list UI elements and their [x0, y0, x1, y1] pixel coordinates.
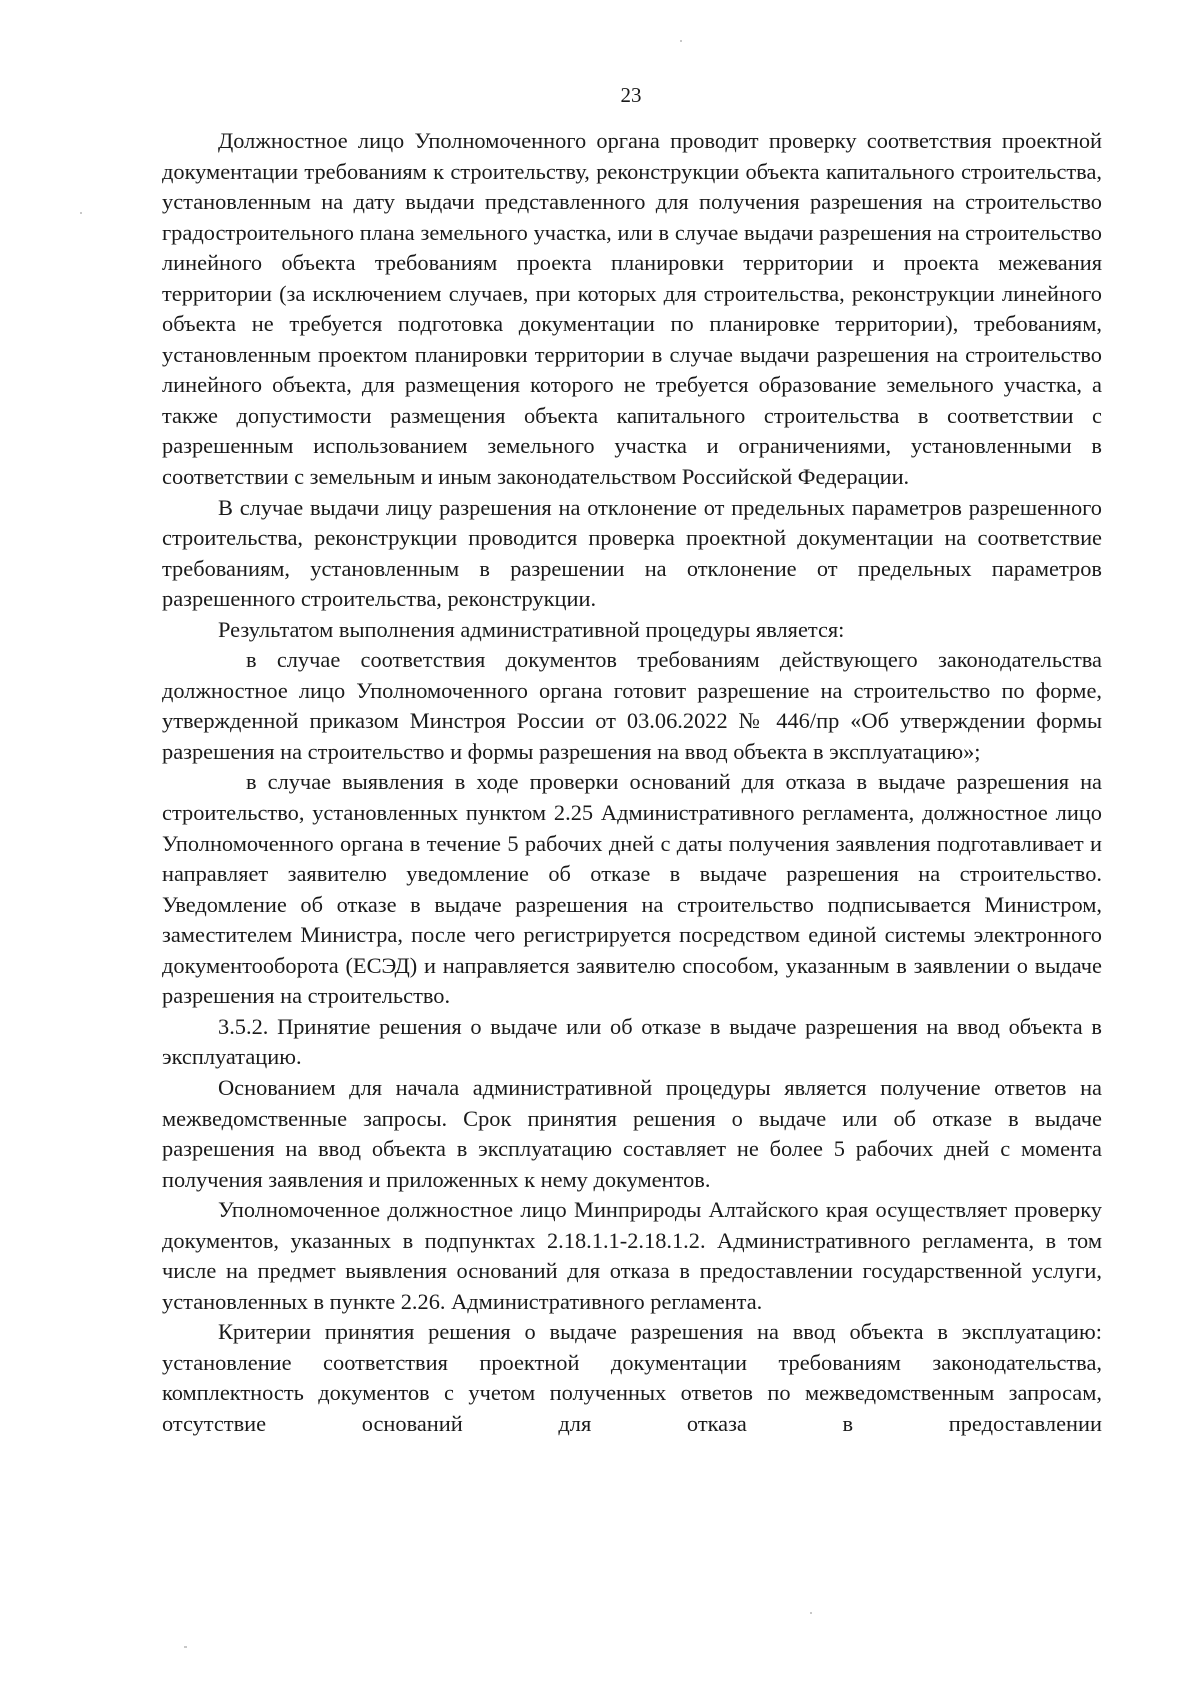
- scan-speck: [810, 1612, 812, 1614]
- scan-speck: [80, 212, 82, 214]
- paragraph-result-heading: Результатом выполнения административной процедуры является:: [218, 616, 845, 642]
- scan-speck: [184, 1646, 187, 1648]
- paragraph-procedure-basis: Основанием для начала административной процедуры является получение ответов на межведомственные запросы. Срок принятия решения о выдаче или об отказе в выдаче разрешения на ввод объекта в эксплуатацию составляет не более 5 рабочих дней с момента получения заявления и приложенных к нему документов.: [162, 1074, 1102, 1192]
- scan-speck: [680, 40, 682, 42]
- page-number: 23: [620, 83, 642, 107]
- section-heading-3-5-2: 3.5.2. Принятие решения о выдаче или об отказе в выдаче разрешения на ввод объекта в эксплуатацию.: [162, 1013, 1102, 1070]
- document-body: [162, 126, 1102, 1440]
- paragraph-result-refusal: в случае выявления в ходе проверки оснований для отказа в выдаче разрешения на строительство, установленных пунктом 2.25 Административного регламента, должностное лицо Уполномоченного органа в течение 5 рабочих дней с даты получения заявления подготавливает и направляет заявителю уведомление об отказе в выдаче разрешения на строительство. Уведомление об отказе в выдаче разрешения на строительство подписывается Министром, заместителем Министра, после чего регистрируется посредством единой системы электронного документооборота (ЕСЭД) и направляется заявителю способом, указанным в заявлении о выдаче разрешения на строительство.: [162, 769, 1102, 1009]
- paragraph-decision-criteria: Критерии принятия решения о выдаче разрешения на ввод объекта в эксплуатацию: установление соответствия проектной документации требованиям законодательства, комплектность документов с учетом полученных ответов по межведомственным запросам, отсутствие оснований для отказа в предоставлении: [162, 1319, 1102, 1436]
- paragraph-document-check: Уполномоченное должностное лицо Минприроды Алтайского края осуществляет проверку документов, указанных в подпунктах 2.18.1.1-2.18.1.2. Административного регламента, в том числе на предмет выявления оснований для отказа в предоставлении государственной услуги, установленных в пункте 2.26. Административного регламента.: [162, 1197, 1102, 1314]
- paragraph-inspection-criteria: Должностное лицо Уполномоченного органа проводит проверку соответствия проектной документации требованиям к строительству, реконструкции объекта капитального строительства, установленным на дату выдачи представленного для получения разрешения на строительство градостроительного плана земельного участка, или в случае выдачи разрешения на строительство линейного объекта требованиям проекта планировки территории и проекта межевания территории (за исключением случаев, при которых для строительства, реконструкции линейного объекта не требуется подготовка документации по планировке территории), требованиям, установленным проектом планировки территории в случае выдачи разрешения на строительство линейного объекта, для размещения которого не требуется образование земельного участка, а также допустимости размещения объекта капитального строительства в соответствии с разрешенным использованием земельного участка и ограничениями, установленными в соответствии с земельным и иным законодательством Российской Федерации.: [162, 128, 1102, 490]
- paragraph-deviation-permit: В случае выдачи лицу разрешения на отклонение от предельных параметров разрешенного строительства, реконструкции проводится проверка проектной документации на соответствие требованиям, установленным в разрешении на отклонение от предельных параметров разрешенного строительства, реконструкции.: [162, 494, 1102, 612]
- paragraph-result-approval: в случае соответствия документов требованиям действующего законодательства должностное лицо Уполномоченного органа готовит разрешение на строительство по форме, утвержденной приказом Минстроя России от 03.06.2022 № 446/пр «Об утверждении формы разрешения на строительство и формы разрешения на ввод объекта в эксплуатацию»;: [162, 647, 1102, 764]
